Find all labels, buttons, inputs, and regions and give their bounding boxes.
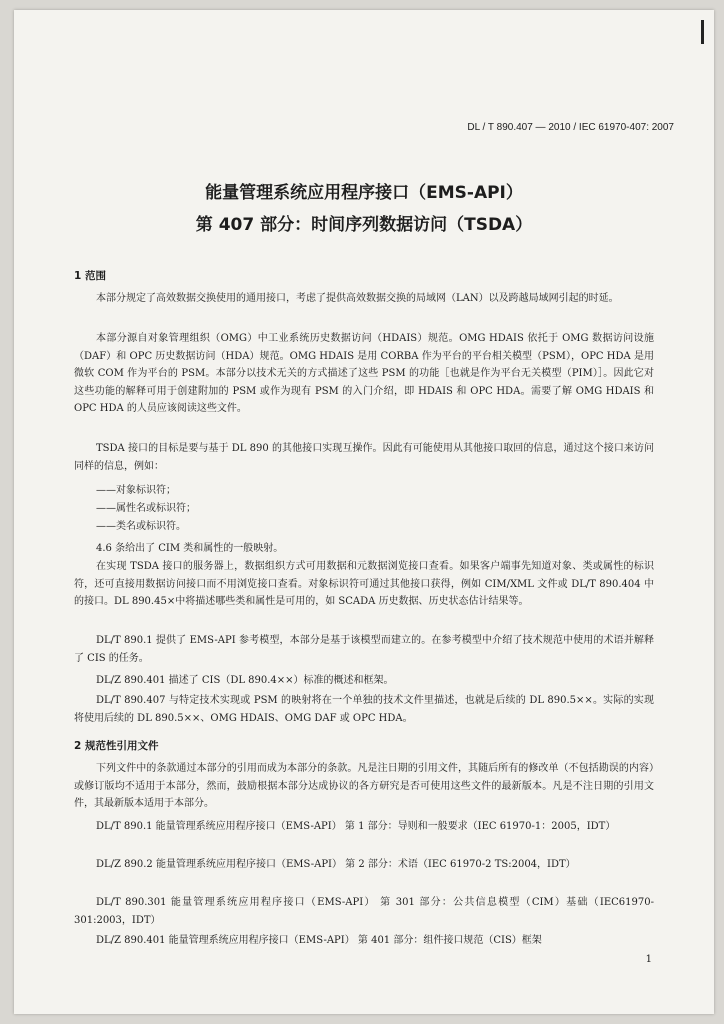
document-page [14,10,714,1014]
paragraph: DL/T 890.407 与特定技术实现或 PSM 的映射将在一个单独的技术文件里描述，也就是后续的 DL 890.5××。实际的实现将使用后续的 DL 890.5××、OMG HDAIS、OMG DAF 或 OPC HDA。 [74,695,654,724]
paragraph: 在实现 TSDA 接口的服务器上，数据组织方式可用数据和元数据浏览接口查看。如果客户端事先知道对象、类或属性的标识符，还可直接用数据访问接口而不用浏览接口查看。对象标识符可通过其他接口获得，例如 CIM/XML 文件或 DL/T 890.404 中的接口。DL 890.45×中将描述哪些类和属性是可用的，如 SCADA 历史数据、历史状态估计结果等。 [74,561,654,607]
list-item: ——对象标识符； [96,485,176,496]
paragraph: DL/T 890.1 提供了 EMS-API 参考模型，本部分是基于该模型而建立的。在参考模型中介绍了技术规范中使用的术语并解释了 CIS 的任务。 [74,635,654,664]
reference-item: DL/T 890.1 能量管理系统应用程序接口（EMS-API） 第 1 部分：导则和一般要求（IEC 61970-1：2005，IDT） [96,821,616,832]
paragraph: 本部分规定了高效数据交换使用的通用接口，考虑了提供高效数据交换的局域网（LAN）以及跨越局域网引起的时延。 [96,293,619,304]
list-item: ——属性名或标识符； [96,503,196,514]
reference-item: DL/Z 890.401 能量管理系统应用程序接口（EMS-API） 第 401 部分：组件接口规范（CIS）框架 [96,935,542,946]
standard-id-header: DL / T 890.407 — 2010 / IEC 61970-407: 2007 [467,122,674,133]
reference-item: DL/T 890.301 能量管理系统应用程序接口（EMS-API） 第 301 部分：公共信息模型（CIM）基础（IEC61970-301:2003，IDT） [74,897,654,926]
paragraph: TSDA 接口的目标是要与基于 DL 890 的其他接口实现互操作。因此有可能使用从其他接口取回的信息，通过这个接口来访问同样的信息，例如： [74,443,654,472]
paragraph: DL/Z 890.401 描述了 CIS（DL 890.4××）标准的概述和框架。 [96,675,394,686]
section-2-heading: 2 规范性引用文件 [74,740,159,752]
title-line-2: 第 407 部分：时间序列数据访问（TSDA） [195,215,533,235]
title-line-1: 能量管理系统应用程序接口（EMS-API） [205,183,523,203]
paragraph: 4.6 条给出了 CIM 类和属性的一般映射。 [96,543,284,554]
paragraph: 下列文件中的条款通过本部分的引用而成为本部分的条款。凡是注日期的引用文件，其随后所有的修改单（不包括勘误的内容）或修订版均不适用于本部分，然而，鼓励根据本部分达成协议的各方研究是否可使用这些文件的最新版本。凡是不注日期的引用文件，其最新版本适用于本部分。 [74,763,654,809]
list-item: ——类名或标识符。 [96,521,186,532]
edge-mark [701,20,704,44]
paragraph: 本部分源自对象管理组织（OMG）中工业系统历史数据访问（HDAIS）规范。OMG HDAIS 依托于 OMG 数据访问设施（DAF）和 OPC 历史数据访问（HDA）规范。OMG HDAIS 是用 CORBA 作为平台的平台相关模型（PSM），OPC HDA 是用微软 COM 作为平台的 PSM。本部分以技术无关的方式描述了这些 PSM 的功能［也就是作为平台无关模型（PIM）］。因此它对这些功能的解释可用于创建附加的 PSM 或作为现有 PSM 的入门介绍，即 HDAIS 和 OPC HDA。需要了解 OMG HDAIS 和 OPC HDA 的人员应该阅读这些文件。 [74,333,654,414]
reference-item: DL/Z 890.2 能量管理系统应用程序接口（EMS-API） 第 2 部分：术语（IEC 61970-2 TS:2004，IDT） [96,859,576,870]
page-number: 1 [645,954,652,965]
section-1-heading: 1 范围 [74,270,106,282]
